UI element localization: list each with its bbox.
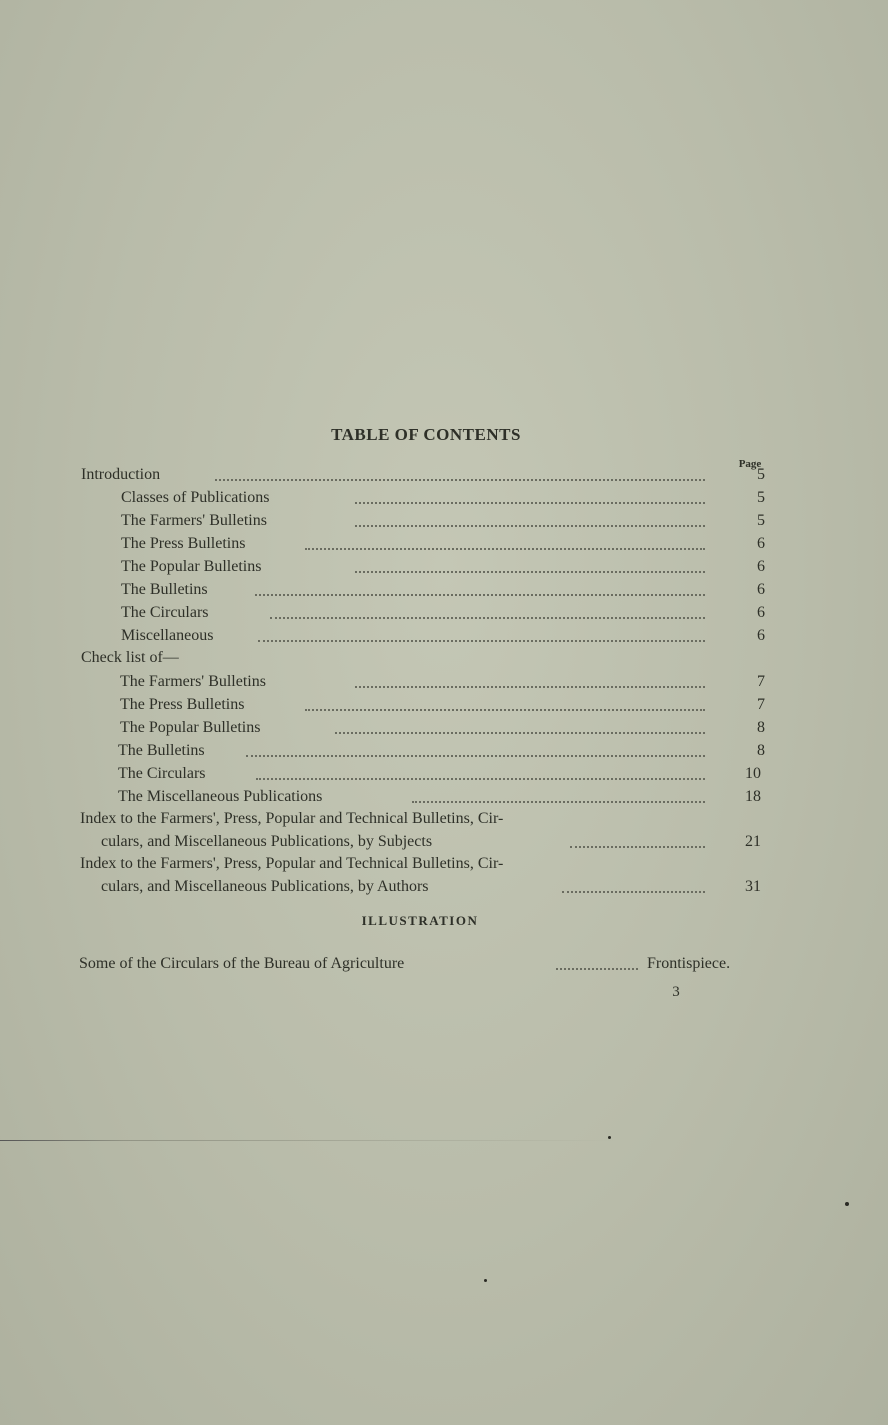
toc-entry-label: The Bulletins <box>118 742 205 759</box>
toc-entry-label: culars, and Miscellaneous Publications, by Subjects <box>101 833 433 850</box>
illustration-title: ILLUSTRATION <box>361 913 479 928</box>
toc-entry-introduction <box>0 464 888 486</box>
toc-entry-label: Classes of Publications <box>121 489 270 506</box>
dot-leader <box>355 487 705 504</box>
toc-entry-checklist-circulars <box>0 763 888 785</box>
illustration-entry-page: Frontispiece. <box>647 955 731 972</box>
toc-entry-label: Introduction <box>81 466 161 483</box>
dot-leader <box>258 625 705 642</box>
toc-entry-index-subjects <box>0 831 888 853</box>
toc-entry-page: 7 <box>757 696 765 713</box>
toc-entry-label: The Press Bulletins <box>121 535 246 552</box>
toc-entry-checklist-farmers-bulletins <box>0 671 888 693</box>
toc-entry-label: culars, and Miscellaneous Publications, by Authors <box>101 878 429 895</box>
toc-entry-label: The Popular Bulletins <box>120 719 261 736</box>
dot-leader <box>270 602 705 619</box>
toc-entry-label: The Bulletins <box>121 581 208 598</box>
toc-entry-miscellaneous <box>0 625 888 647</box>
toc-entry-page: 6 <box>757 535 765 552</box>
paper-speck <box>484 1279 487 1282</box>
toc-entry-index-authors-line1: Index to the Farmers', Press, Popular and Technical Bulletins, Cir- <box>80 855 504 872</box>
toc-entry-page: 21 <box>745 833 761 850</box>
toc-entry-checklist-bulletins <box>0 740 888 762</box>
toc-entry-page: 6 <box>757 627 765 644</box>
toc-entry-page: 5 <box>757 466 765 483</box>
dot-leader <box>305 694 705 711</box>
dot-leader <box>305 533 705 550</box>
dot-leader <box>556 953 638 970</box>
toc-entry-press-bulletins <box>0 533 888 555</box>
dot-leader <box>355 671 705 688</box>
page-number: 3 <box>672 984 680 1000</box>
toc-entry-page: 31 <box>745 878 761 895</box>
dot-leader <box>412 786 705 803</box>
dot-leader <box>355 556 705 573</box>
toc-entry-circulars <box>0 602 888 624</box>
toc-entry-checklist-press-bulletins <box>0 694 888 716</box>
illustration-entry <box>0 953 888 975</box>
toc-entry-index-authors <box>0 876 888 898</box>
toc-entry-checklist-misc-publications <box>0 786 888 808</box>
toc-entry-page: 5 <box>757 489 765 506</box>
toc-entry-page: 10 <box>745 765 761 782</box>
dot-leader <box>255 579 705 596</box>
toc-entry-popular-bulletins <box>0 556 888 578</box>
dot-leader <box>246 740 705 757</box>
toc-entry-label: The Popular Bulletins <box>121 558 262 575</box>
paper-speck <box>845 1202 849 1206</box>
toc-entry-page: 7 <box>757 673 765 690</box>
toc-title: TABLE OF CONTENTS <box>331 425 521 444</box>
paper-fold-line <box>0 1140 620 1141</box>
toc-entry-page: 6 <box>757 558 765 575</box>
dot-leader <box>355 510 705 527</box>
toc-entry-bulletins <box>0 579 888 601</box>
toc-entry-page: 5 <box>757 512 765 529</box>
toc-entry-farmers-bulletins <box>0 510 888 532</box>
toc-entry-index-subjects-line1: Index to the Farmers', Press, Popular and Technical Bulletins, Cir- <box>80 810 504 827</box>
dot-leader <box>335 717 705 734</box>
toc-entry-checklist-popular-bulletins <box>0 717 888 739</box>
toc-entry-page: 6 <box>757 604 765 621</box>
toc-entry-label: The Farmers' Bulletins <box>120 673 266 690</box>
dot-leader <box>562 876 705 893</box>
toc-entry-page: 18 <box>745 788 761 805</box>
toc-entry-page: 6 <box>757 581 765 598</box>
illustration-entry-label: Some of the Circulars of the Bureau of Agriculture <box>79 955 405 972</box>
toc-entry-page: 8 <box>757 719 765 736</box>
dot-leader <box>215 464 705 481</box>
toc-entry-label: The Press Bulletins <box>120 696 245 713</box>
toc-section-check-list: Check list of— <box>81 649 179 666</box>
dot-leader <box>256 763 705 780</box>
page-column-header: Page <box>738 458 762 470</box>
toc-entry-page: 8 <box>757 742 765 759</box>
toc-entry-label: The Circulars <box>118 765 206 782</box>
dot-leader <box>570 831 705 848</box>
paper-speck <box>608 1136 611 1139</box>
toc-entry-label: The Miscellaneous Publications <box>118 788 323 805</box>
toc-entry-label: The Farmers' Bulletins <box>121 512 267 529</box>
toc-entry-classes-of-publications <box>0 487 888 509</box>
toc-entry-label: The Circulars <box>121 604 209 621</box>
toc-entry-label: Miscellaneous <box>121 627 214 644</box>
